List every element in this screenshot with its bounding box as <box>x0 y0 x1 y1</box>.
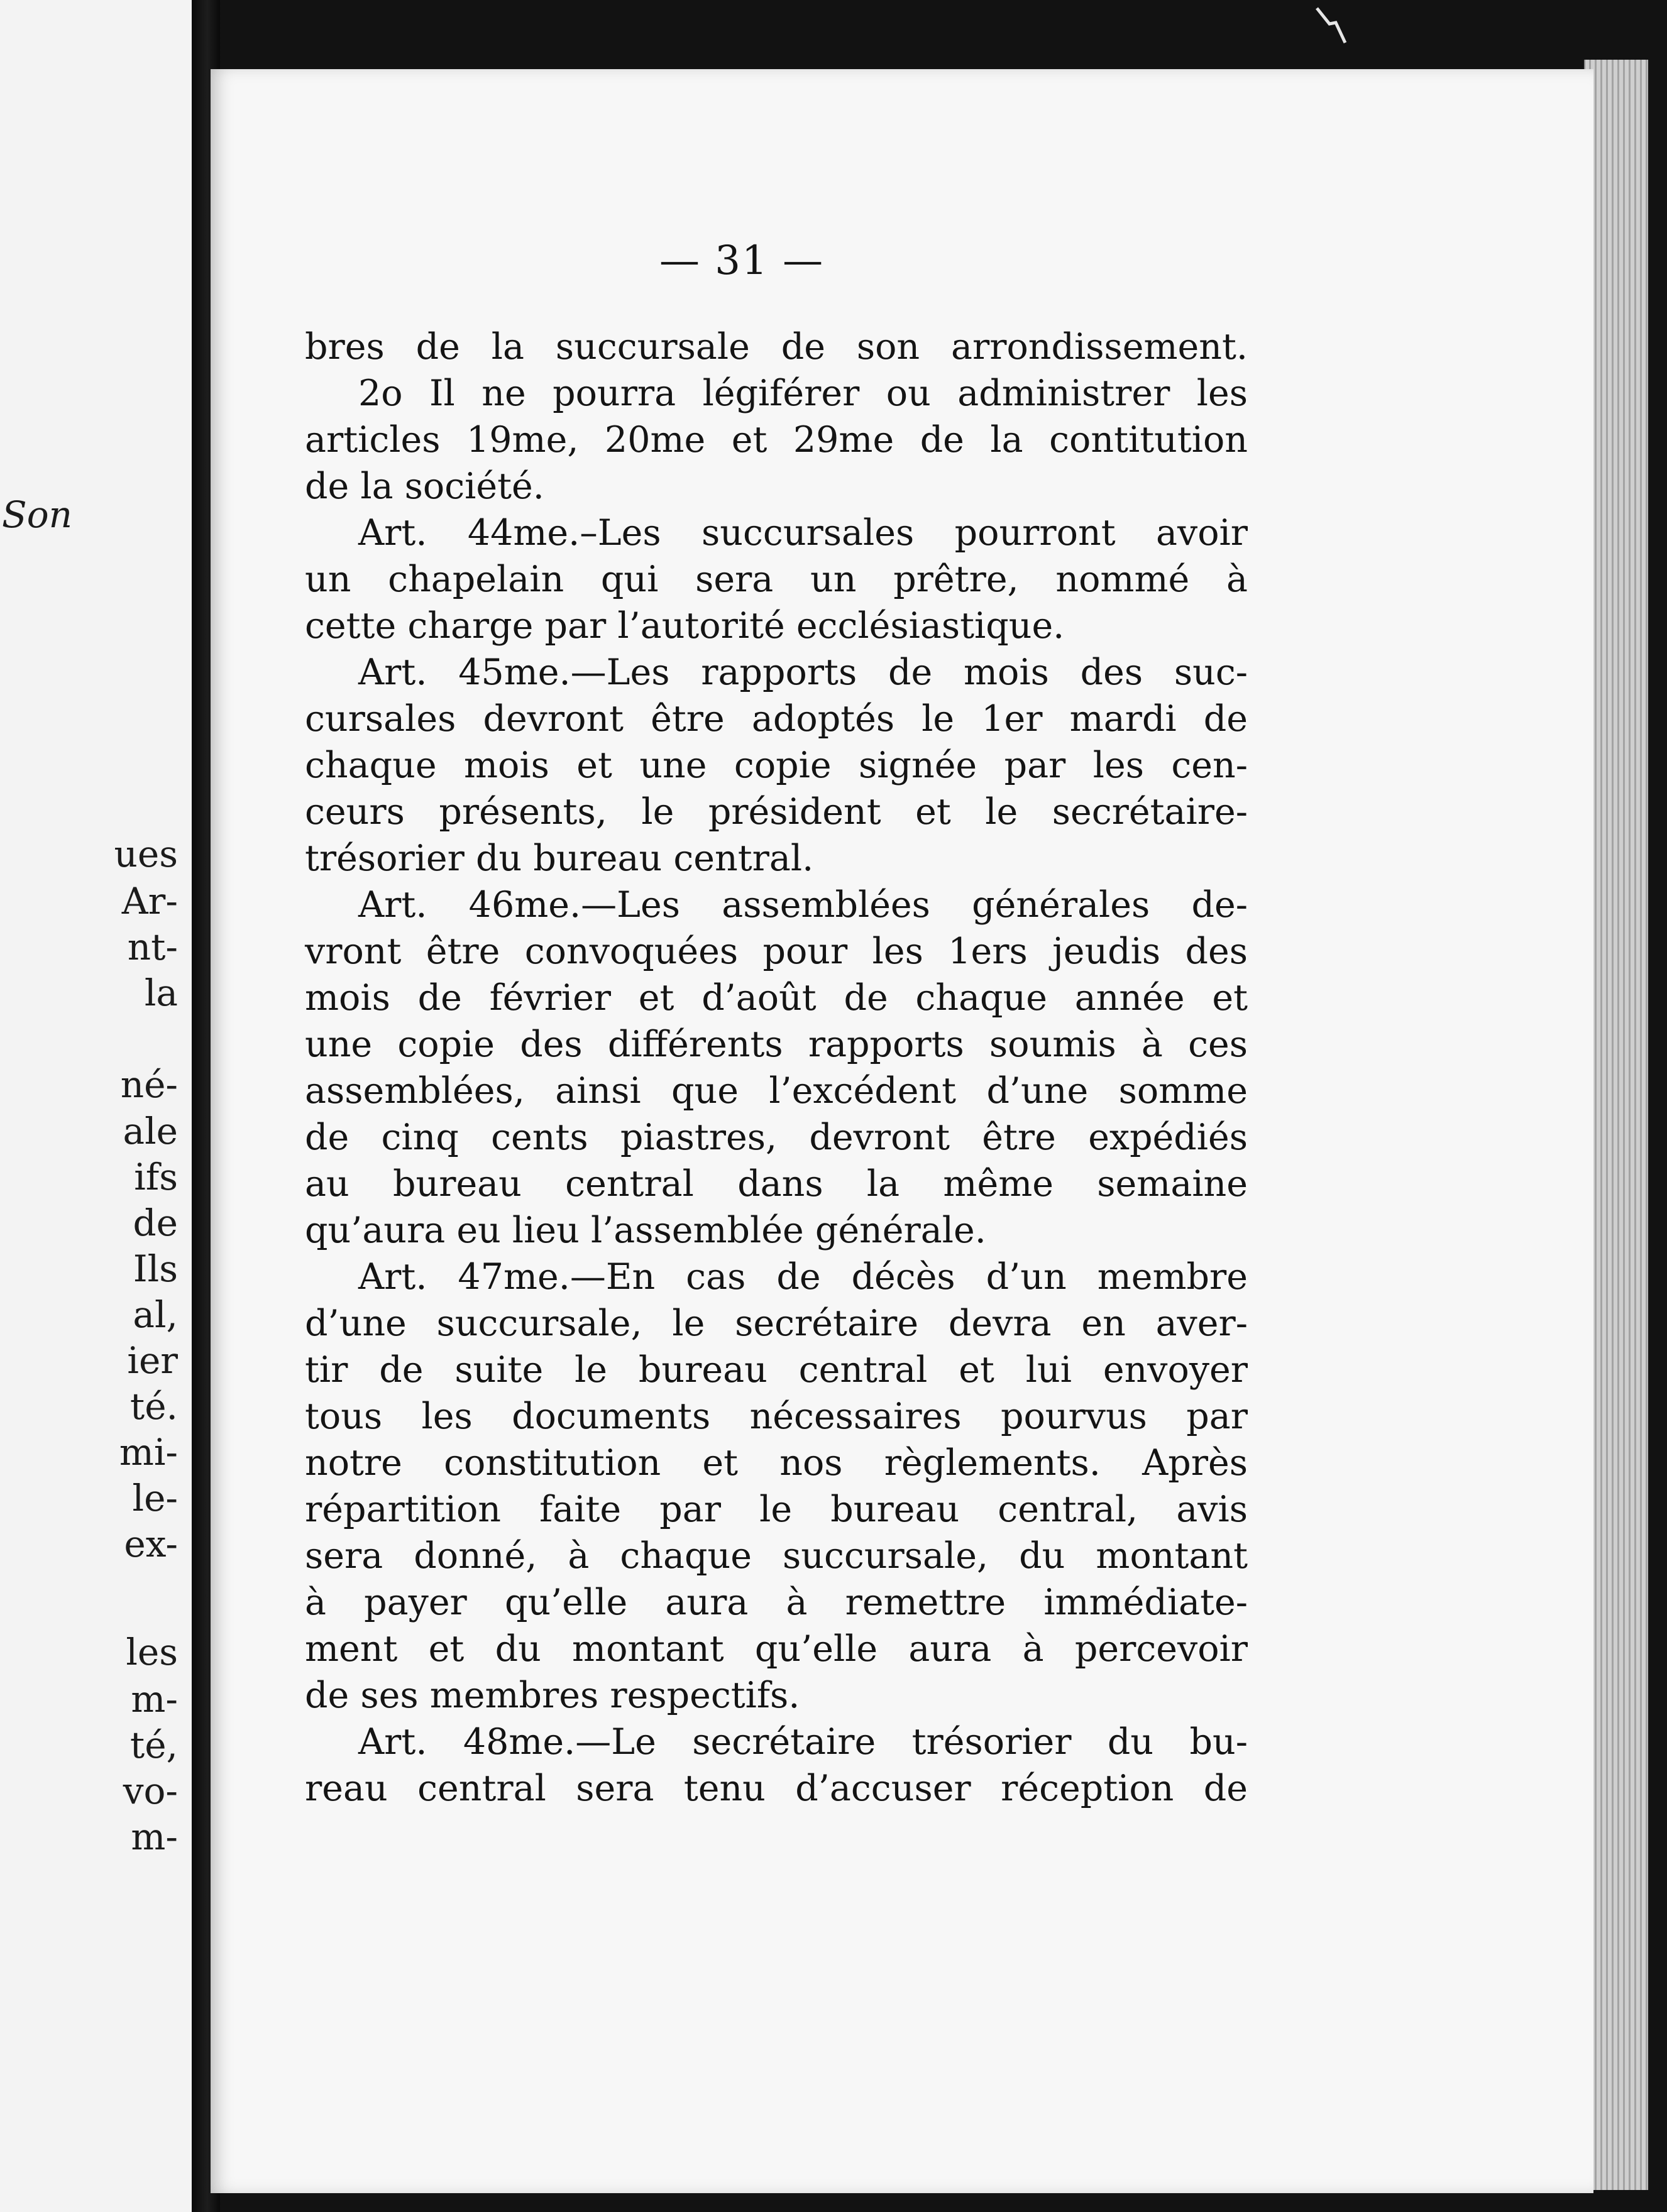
left-page-fragment: ifs <box>134 1156 178 1198</box>
text-line: cursales devront être adoptés le 1er mardi de <box>305 698 1248 740</box>
text-line: Art. 45me.—Les rapports de mois des suc- <box>358 652 1248 693</box>
left-page-fragment: ale <box>123 1110 178 1153</box>
left-page-fragment: ier <box>127 1339 178 1382</box>
left-page-fragment: de <box>133 1202 178 1244</box>
text-line: vront être convoquées pour les 1ers jeudis des <box>305 931 1248 972</box>
text-line: au bureau central dans la même semaine <box>305 1163 1248 1205</box>
left-page-fragment: Son <box>1 493 72 536</box>
left-page-fragment: Ar- <box>121 880 178 923</box>
text-line: tir de suite le bureau central et lui envoyer <box>305 1349 1248 1391</box>
text-line: qu’aura eu lieu l’assemblée générale. <box>305 1210 986 1251</box>
left-page-fragment: té, <box>129 1724 178 1766</box>
left-page-fragment: m- <box>131 1815 178 1858</box>
left-page-fragment: m- <box>131 1678 178 1721</box>
left-page-fragment: les <box>126 1631 178 1673</box>
left-page-fragment: vo- <box>123 1770 178 1812</box>
text-line: ceurs présents, le président et le secrétaire- <box>305 791 1248 833</box>
left-page-fragment: mi- <box>119 1431 178 1474</box>
text-line: un chapelain qui sera un prêtre, nommé à <box>305 559 1248 600</box>
text-line: 2o Il ne pourra légiférer ou administrer les <box>358 373 1248 414</box>
left-page-fragment: nt- <box>127 926 178 968</box>
left-page-fragment: ues <box>114 833 178 875</box>
text-line: chaque mois et une copie signée par les cen- <box>305 745 1248 786</box>
text-line: Art. 46me.—Les assemblées générales de- <box>358 884 1248 926</box>
text-line: de la société. <box>305 466 544 507</box>
text-line: mois de février et d’août de chaque année et <box>305 977 1248 1019</box>
left-page-fragment: té. <box>129 1385 178 1428</box>
left-page-fragment: la <box>144 972 178 1014</box>
text-line: cette charge par l’autorité ecclésiastique. <box>305 605 1065 647</box>
text-line: une copie des différents rapports soumis à ces <box>305 1024 1248 1065</box>
left-page-fragment: ex- <box>124 1523 178 1565</box>
previous-page-edge <box>0 0 192 2212</box>
left-page-fragment: né- <box>120 1063 178 1106</box>
text-line: Art. 44me.–Les succursales pourront avoir <box>358 512 1248 554</box>
text-line: de cinq cents piastres, devront être expédiés <box>305 1117 1248 1158</box>
text-line: assemblées, ainsi que l’excédent d’une somme <box>305 1070 1248 1112</box>
text-line: trésorier du bureau central. <box>305 838 814 879</box>
text-line: d’une succursale, le secrétaire devra en aver- <box>305 1303 1248 1344</box>
text-line: ment et du montant qu’elle aura à percevoir <box>305 1628 1248 1670</box>
text-line: tous les documents nécessaires pourvus par <box>305 1396 1248 1437</box>
text-line: sera donné, à chaque succursale, du montant <box>305 1535 1248 1577</box>
page-text-block <box>305 324 1248 1812</box>
left-page-fragment: le- <box>132 1477 178 1519</box>
left-page-fragment: al, <box>133 1293 178 1336</box>
page-stack-edges <box>1584 60 1648 2190</box>
text-line: reau central sera tenu d’accuser réception de <box>305 1768 1248 1809</box>
text-line: Art. 47me.—En cas de décès d’un membre <box>358 1256 1248 1298</box>
text-line: de ses membres respectifs. <box>305 1675 800 1716</box>
text-line: notre constitution et nos règlements. Après <box>305 1442 1248 1484</box>
text-line: articles 19me, 20me et 29me de la contitution <box>305 419 1248 461</box>
text-line: Art. 48me.—Le secrétaire trésorier du bu- <box>358 1721 1248 1763</box>
left-page-fragment: Ils <box>133 1247 178 1290</box>
scan-artifact-mark <box>1314 5 1351 49</box>
text-line: à payer qu’elle aura à remettre immédiate- <box>305 1582 1248 1623</box>
book-page <box>211 69 1593 2193</box>
text-line: répartition faite par le bureau central, avis <box>305 1489 1248 1530</box>
page-number: — 31 — <box>659 238 825 284</box>
text-line: bres de la succursale de son arrondissement. <box>305 326 1248 368</box>
